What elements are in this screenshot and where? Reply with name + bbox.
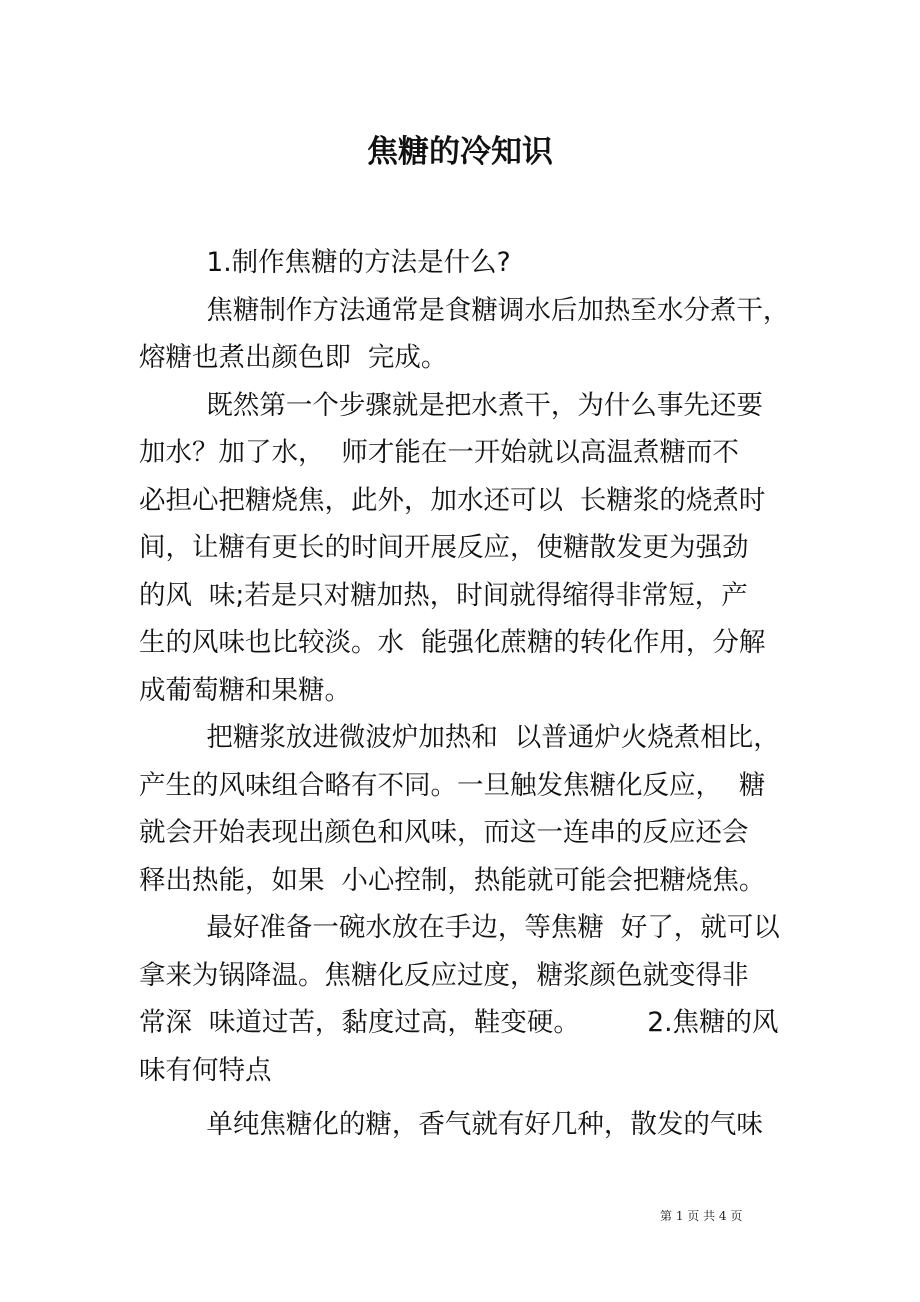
text-line-10: 成葡萄糖和果糖。 (139, 675, 351, 706)
text-line-4: 既然第一个步骤就是把水煮干，为什么事先还要 (139, 390, 763, 421)
text-line-5: 加水？加了水， 师才能在一开始就以高温煮糖而不 (139, 437, 739, 468)
text-line-2: 焦糖制作方法通常是食糖调水后加热至水分煮干， (139, 295, 790, 326)
text-line-13: 就会开始表现出颜色和风味，而这一连串的反应还会 (139, 817, 749, 848)
text-line-7: 间，让糖有更长的时间开展反应，使糖散发更为强劲 (139, 532, 749, 563)
document-title: 焦糖的冷知识 (367, 134, 553, 170)
text-line-17: 常深 味道过苦，黏度过高，鞋变硬。 2.焦糖的风 (139, 1007, 779, 1038)
text-line-1: 1.制作焦糖的方法是什么? (139, 247, 511, 278)
text-line-14: 释出热能，如果 小心控制，热能就可能会把糖烧焦。 (139, 865, 766, 896)
text-line-18: 味有何特点 (139, 1055, 272, 1086)
text-line-15: 最好准备一碗水放在手边，等焦糖 好了，就可以 (139, 912, 780, 943)
text-line-12: 产生的风味组合略有不同。一旦触发焦糖化反应， 糖 (139, 770, 766, 801)
page-number-footer: 第 1 页 共 4 页 (660, 1209, 743, 1223)
text-line-19: 单纯焦糖化的糖，香气就有好几种，散发的气味 (139, 1109, 763, 1140)
text-line-11: 把糖浆放进微波炉加热和 以普通炉火烧煮相比， (139, 722, 780, 753)
text-line-6: 必担心把糖烧焦，此外，加水还可以 长糖浆的烧煮时 (139, 485, 766, 516)
text-line-3: 熔糖也煮出颜色即 完成。 (139, 342, 448, 373)
text-line-8: 的风 味;若是只对糖加热，时间就得缩得非常短，产 (139, 580, 748, 611)
text-line-9: 生的风味也比较淡。水 能强化蔗糖的转化作用，分解 (139, 627, 766, 658)
text-line-16: 拿来为锅降温。焦糖化反应过度，糖浆颜色就变得非 (139, 960, 749, 991)
